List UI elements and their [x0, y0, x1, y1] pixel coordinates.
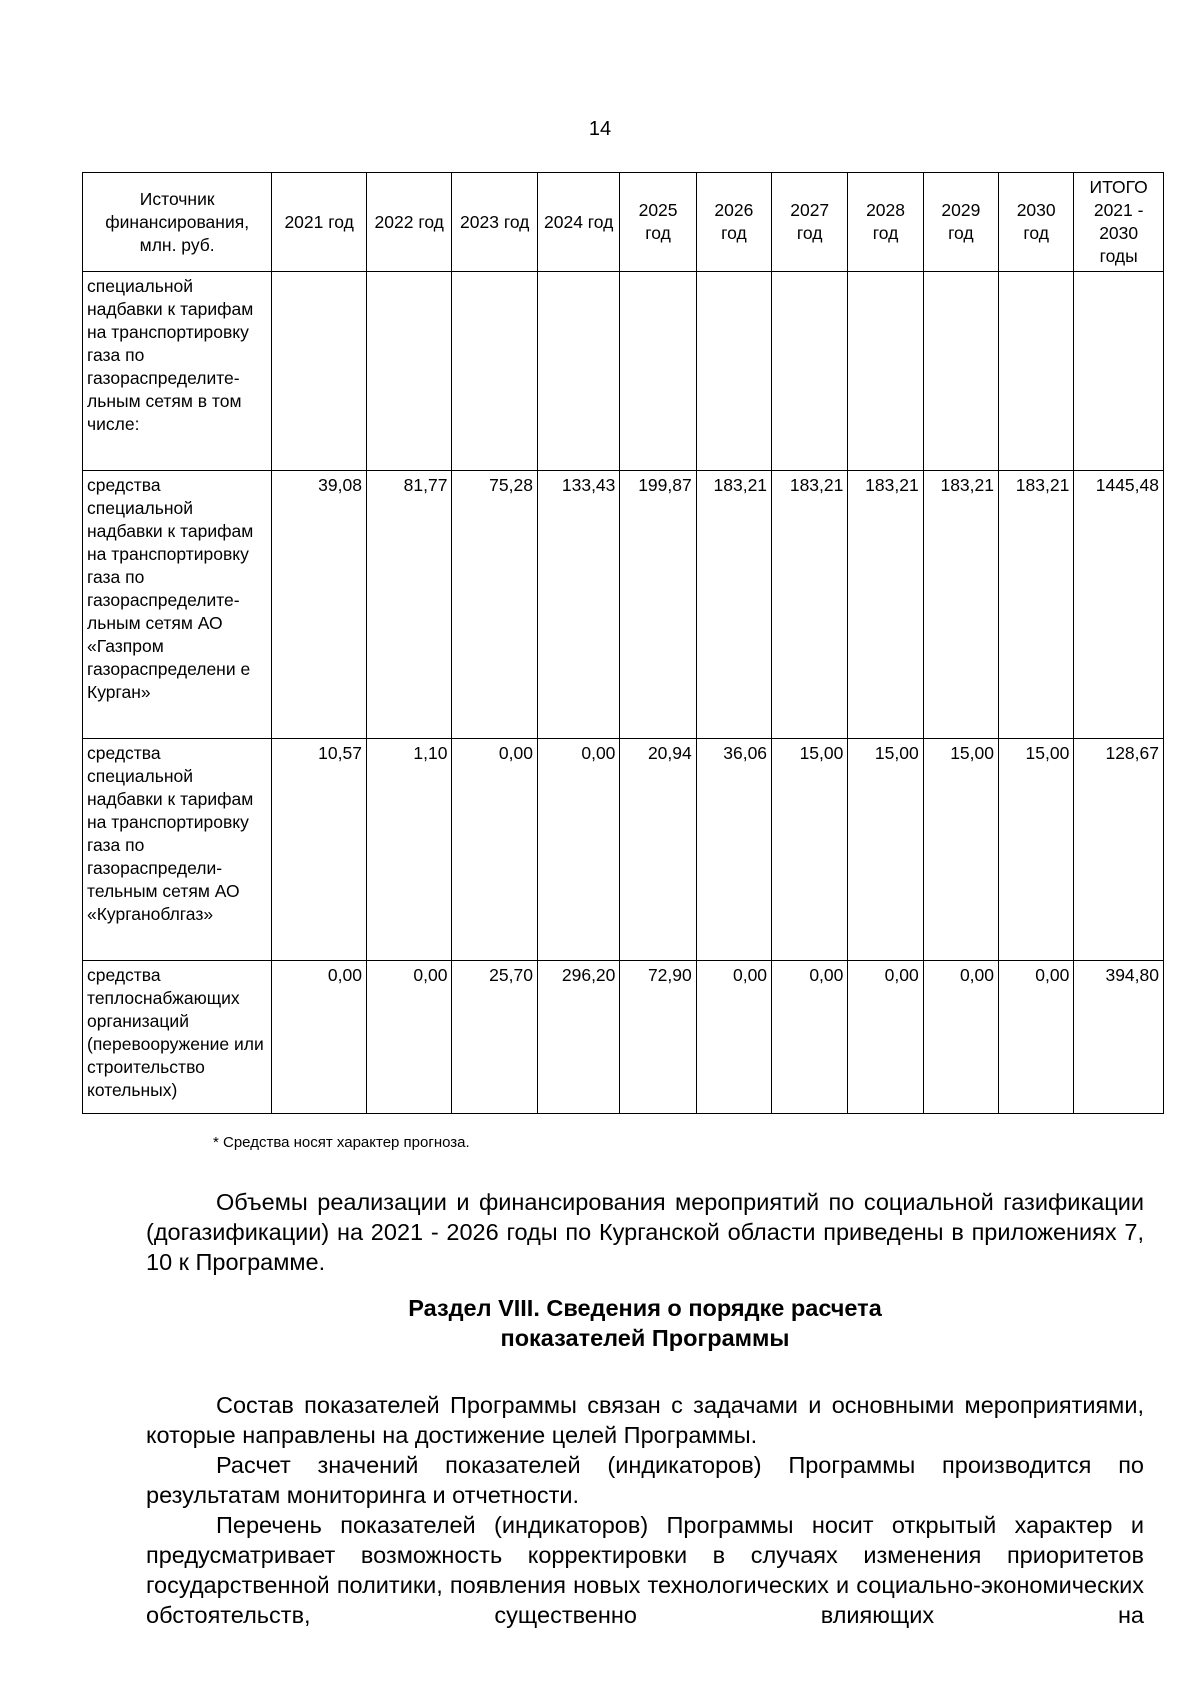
- value-cell: 39,08: [272, 471, 367, 739]
- value-cell: [923, 272, 998, 471]
- header-cell-year: 2028 год: [848, 173, 923, 272]
- header-cell-year: 2026 год: [696, 173, 771, 272]
- value-cell: [848, 272, 923, 471]
- value-cell: 183,21: [923, 471, 998, 739]
- value-cell: 15,00: [923, 739, 998, 961]
- total-cell: 128,67: [1074, 739, 1164, 961]
- value-cell: 0,00: [537, 739, 619, 961]
- footnote: * Средства носят характер прогноза.: [213, 1134, 470, 1151]
- header-cell-year: 2024 год: [537, 173, 619, 272]
- total-cell: 1445,48: [1074, 471, 1164, 739]
- value-cell: [452, 272, 538, 471]
- table-row: [83, 471, 1164, 739]
- header-cell-source: Источник финансирования, млн. руб.: [83, 173, 272, 272]
- table-row: [83, 961, 1164, 1114]
- table-header-row: [83, 173, 1164, 272]
- header-cell-total: ИТОГО 2021 - 2030 годы: [1074, 173, 1164, 272]
- value-cell: 0,00: [772, 961, 848, 1114]
- paragraph: Состав показателей Программы связан с задачами и основными мероприятиями, которые направлены на достижение целей Программы.: [146, 1392, 1144, 1448]
- value-cell: 72,90: [620, 961, 696, 1114]
- value-cell: 0,00: [366, 961, 452, 1114]
- section-heading: [146, 1293, 1144, 1353]
- value-cell: 25,70: [452, 961, 538, 1114]
- table-row: [83, 739, 1164, 961]
- value-cell: 15,00: [848, 739, 923, 961]
- header-cell-year: 2022 год: [366, 173, 452, 272]
- header-cell-year: 2025 год: [620, 173, 696, 272]
- value-cell: 0,00: [272, 961, 367, 1114]
- value-cell: [366, 272, 452, 471]
- value-cell: 199,87: [620, 471, 696, 739]
- value-cell: 0,00: [696, 961, 771, 1114]
- value-cell: 20,94: [620, 739, 696, 961]
- page-number: 14: [588, 118, 612, 140]
- header-cell-year: 2023 год: [452, 173, 538, 272]
- value-cell: 75,28: [452, 471, 538, 739]
- header-cell-year: 2030 год: [999, 173, 1074, 272]
- value-cell: 10,57: [272, 739, 367, 961]
- section-heading-line: показателей Программы: [500, 1325, 790, 1351]
- value-cell: 183,21: [999, 471, 1074, 739]
- total-cell: 394,80: [1074, 961, 1164, 1114]
- value-cell: 183,21: [696, 471, 771, 739]
- value-cell: [696, 272, 771, 471]
- value-cell: 15,00: [772, 739, 848, 961]
- value-cell: 0,00: [848, 961, 923, 1114]
- row-source-cell: средства специальной надбавки к тарифам на транспортировку газа по газораспредели-тельным сетям АО «Курганоблгаз»: [83, 739, 272, 961]
- value-cell: 183,21: [848, 471, 923, 739]
- value-cell: [537, 272, 619, 471]
- value-cell: 296,20: [537, 961, 619, 1114]
- header-cell-year: 2029 год: [923, 173, 998, 272]
- value-cell: 15,00: [999, 739, 1074, 961]
- paragraph: Объемы реализации и финансирования мероприятий по социальной газификации (догазификации) на 2021 - 2026 годы по Курганской области приведены в приложениях 7, 10 к Программе.: [146, 1189, 1144, 1275]
- header-cell-year: 2021 год: [272, 173, 367, 272]
- value-cell: [272, 272, 367, 471]
- value-cell: [772, 272, 848, 471]
- value-cell: 0,00: [923, 961, 998, 1114]
- value-cell: 81,77: [366, 471, 452, 739]
- value-cell: 133,43: [537, 471, 619, 739]
- value-cell: 0,00: [999, 961, 1074, 1114]
- value-cell: 0,00: [452, 739, 538, 961]
- value-cell: 36,06: [696, 739, 771, 961]
- value-cell: 183,21: [772, 471, 848, 739]
- row-source-cell: средства теплоснабжающих организаций (перевооружение или строительство котельных): [83, 961, 272, 1114]
- row-source-cell: средства специальной надбавки к тарифам на транспортировку газа по газораспределите-льным сетям АО «Газпром газораспределени е Курган»: [83, 471, 272, 739]
- paragraph: Расчет значений показателей (индикаторов) Программы производится по результатам мониторинга и отчетности.: [146, 1452, 1144, 1508]
- section-heading-line: Раздел VIII. Сведения о порядке расчета: [408, 1295, 882, 1321]
- value-cell: 1,10: [366, 739, 452, 961]
- financing-table: [82, 172, 1164, 1114]
- body-paragraph-block: [146, 1390, 1144, 1630]
- paragraph: Перечень показателей (индикаторов) Программы носит открытый характер и предусматривает возможность корректировки в случаях изменения приоритетов государственной политики, появления новых технологических и социально-экономических обстоятельств, существенно влияющих на: [146, 1512, 1144, 1628]
- header-cell-year: 2027 год: [772, 173, 848, 272]
- row-source-cell: специальной надбавки к тарифам на транспортировку газа по газораспределите-льным сетям в том числе:: [83, 272, 272, 471]
- total-cell: [1074, 272, 1164, 471]
- table-row: [83, 272, 1164, 471]
- value-cell: [999, 272, 1074, 471]
- body-paragraph-block: [146, 1187, 1144, 1277]
- value-cell: [620, 272, 696, 471]
